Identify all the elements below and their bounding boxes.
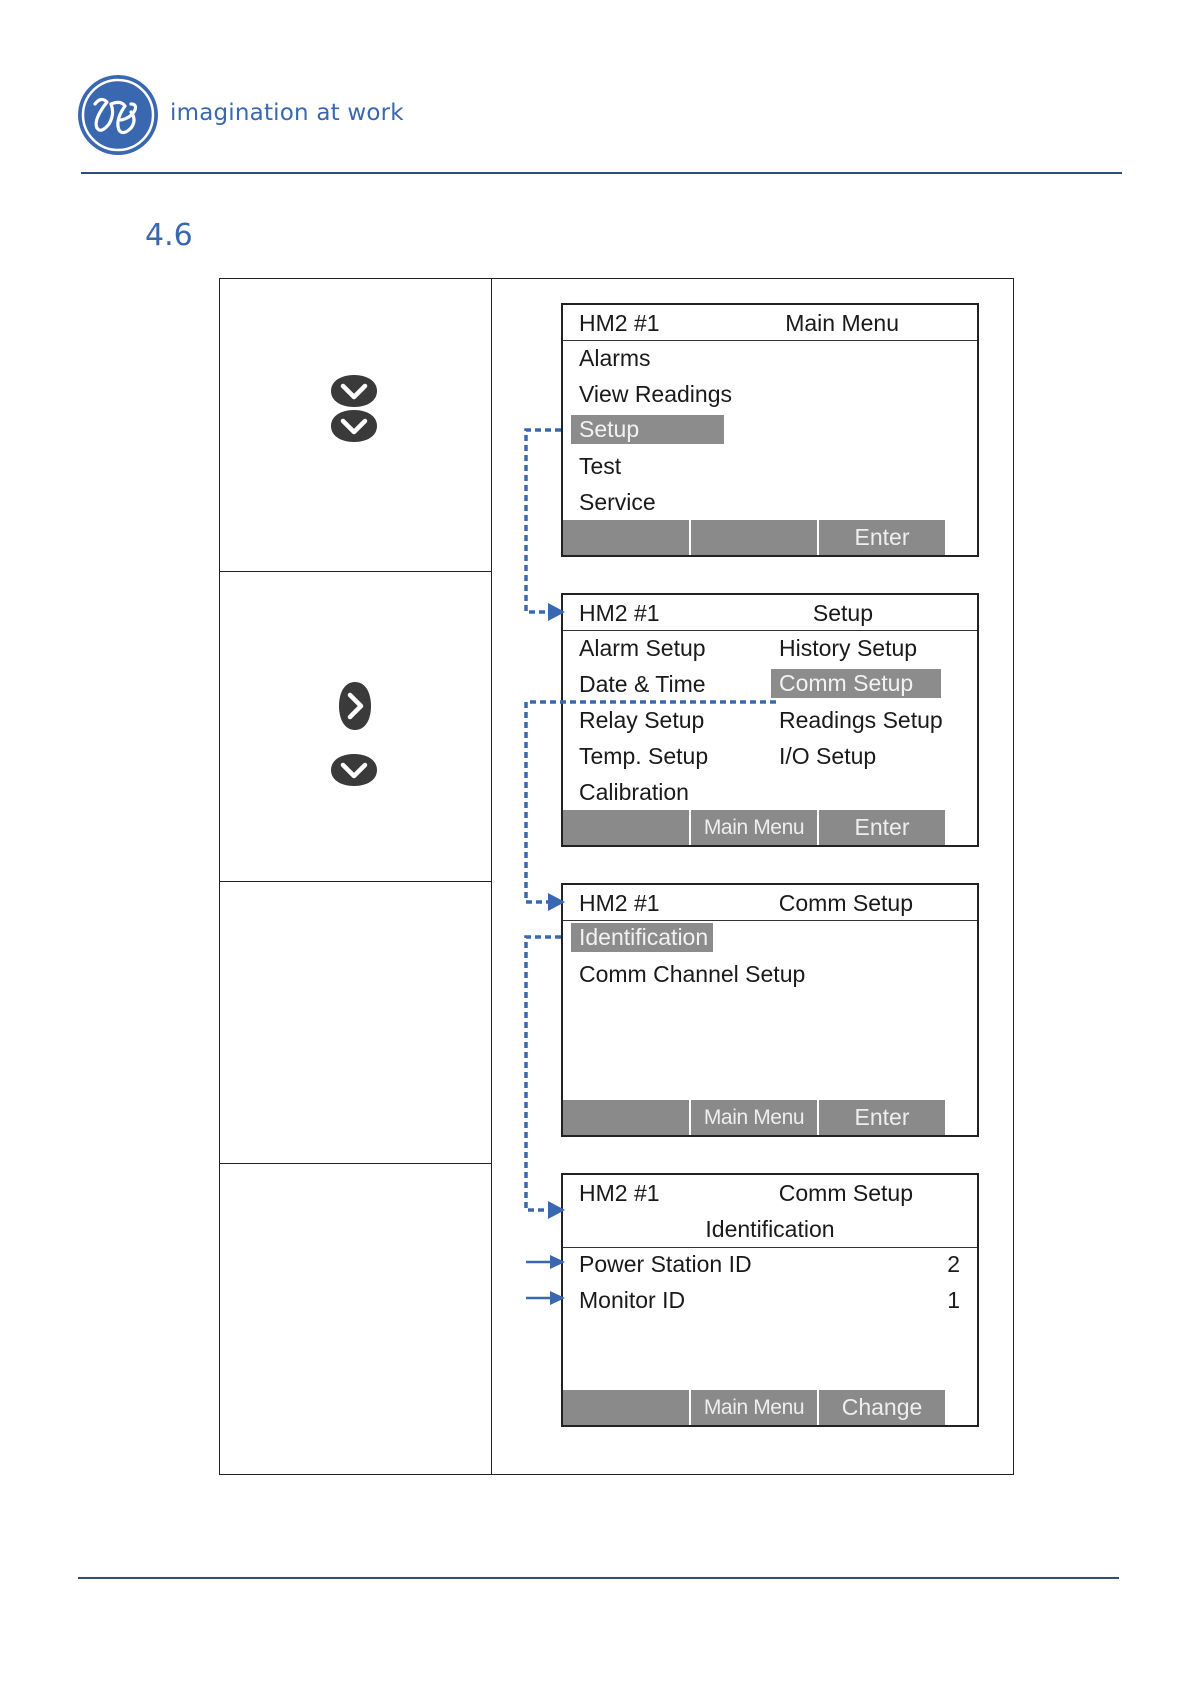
device-name: HM2 #1 (579, 890, 660, 916)
value-power-station-id: 2 (947, 1251, 960, 1277)
arrowhead-icon (548, 1201, 565, 1219)
screen-subtitle: Identification (705, 1216, 835, 1242)
section-number: 4.6 (145, 218, 193, 253)
menu-item-alarms[interactable]: Alarms (579, 345, 651, 371)
softkey-enter[interactable]: Enter (854, 524, 910, 550)
softkey-enter[interactable]: Enter (854, 814, 910, 840)
menu-item-readings-setup[interactable]: Readings Setup (779, 707, 943, 733)
menu-item-date-time[interactable]: Date & Time (579, 671, 706, 697)
screen-title: Comm Setup (778, 1180, 913, 1206)
softkey-main-menu[interactable]: Main Menu (691, 1100, 819, 1135)
menu-item-setup[interactable]: Setup (571, 415, 724, 444)
device-name: HM2 #1 (579, 310, 660, 336)
connector-identification-to-id-screen (526, 937, 561, 1210)
softkey-main-menu[interactable]: Main Menu (691, 810, 819, 845)
connector-comm-setup-to-comm-screen (526, 702, 776, 902)
menu-item-comm-setup[interactable]: Comm Setup (771, 669, 941, 698)
menu-item-temp-setup[interactable]: Temp. Setup (579, 743, 709, 769)
screen-title: Comm Setup (778, 890, 913, 916)
field-power-station-id[interactable]: Power Station ID (579, 1251, 752, 1277)
menu-item-calibration[interactable]: Calibration (579, 779, 689, 805)
menu-item-alarm-setup[interactable]: Alarm Setup (579, 635, 706, 661)
value-monitor-id: 1 (947, 1287, 960, 1313)
menu-item-relay-setup[interactable]: Relay Setup (579, 707, 705, 733)
screen-title: Setup (812, 600, 873, 626)
menu-item-test[interactable]: Test (579, 453, 622, 479)
softkey-main-menu[interactable]: Main Menu (691, 1390, 819, 1425)
footer-rule (78, 1577, 1119, 1579)
softkey-change[interactable]: Change (841, 1394, 923, 1420)
menu-item-history-setup[interactable]: History Setup (779, 635, 918, 661)
arrowhead-icon (550, 1255, 565, 1269)
menu-item-comm-channel-setup[interactable]: Comm Channel Setup (579, 961, 806, 987)
field-monitor-id[interactable]: Monitor ID (579, 1287, 686, 1313)
device-name: HM2 #1 (579, 600, 660, 626)
menu-item-identification[interactable]: Identification (571, 923, 713, 952)
arrowhead-icon (548, 893, 565, 911)
menu-item-service[interactable]: Service (579, 489, 656, 515)
menu-item-io-setup[interactable]: I/O Setup (779, 743, 877, 769)
brand-tagline: imagination at work (170, 100, 404, 126)
arrowhead-icon (548, 603, 565, 621)
softkey-enter[interactable]: Enter (854, 1104, 910, 1130)
menu-item-view-readings[interactable]: View Readings (579, 381, 733, 407)
connector-setup-to-setup-screen (526, 430, 561, 612)
arrowhead-icon (550, 1291, 565, 1305)
screen-title: Main Menu (785, 310, 899, 336)
device-name: HM2 #1 (579, 1180, 660, 1206)
